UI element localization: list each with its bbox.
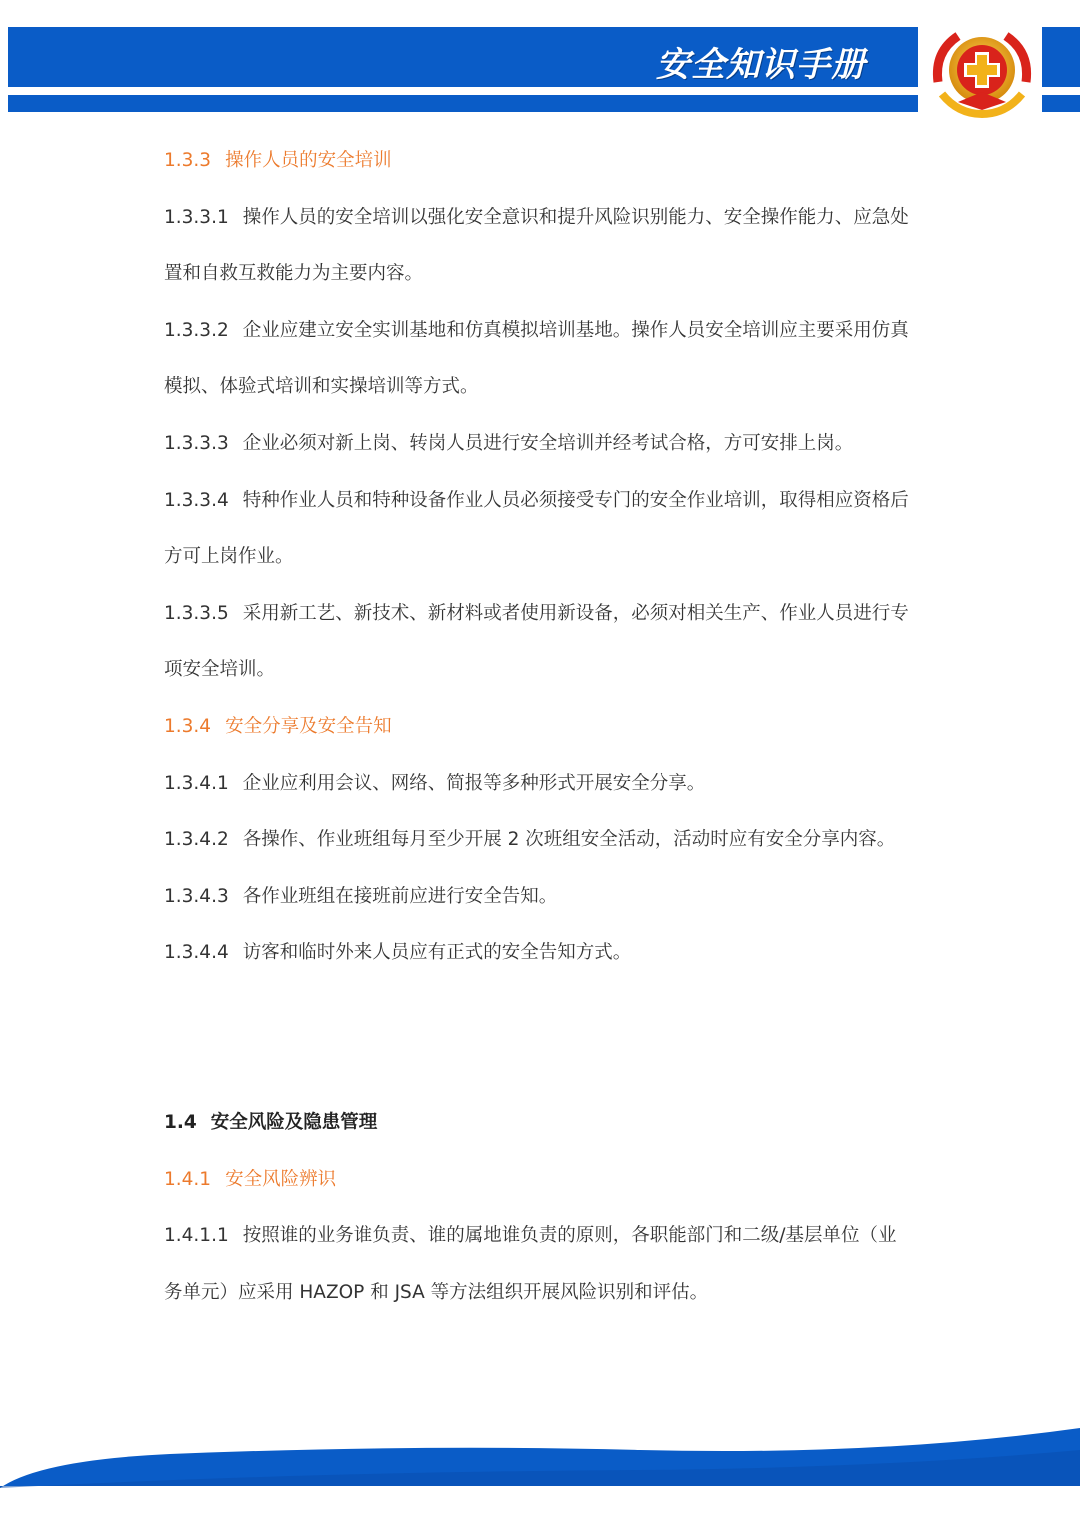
section-spacer: [164, 982, 924, 1095]
paragraph-1-3-3-5: 1.3.3.5 采用新工艺、新技术、新材料或者使用新设备，必须对相关生产、作业人员进行专: [164, 602, 909, 624]
section-heading-1-3-4: 1.3.4 安全分享及安全告知: [164, 715, 392, 737]
header-right-bar: [1042, 27, 1080, 87]
header-stripe: [8, 95, 918, 112]
document-body: [164, 133, 924, 1321]
paragraph-1-3-3-1-cont: 置和自救互救能力为主要内容。: [164, 263, 424, 285]
paragraph-1-3-3-5-cont: 项安全培训。: [164, 659, 276, 681]
paragraph-1-4-1-1: 1.4.1.1 按照谁的业务谁负责、谁的属地谁负责的原则，各职能部门和二级/基层单位（业: [164, 1225, 897, 1247]
chapter-heading-1-4: 1.4 安全风险及隐患管理: [164, 1111, 378, 1133]
paragraph-1-3-4-1: 1.3.4.1 企业应利用会议、网络、简报等多种形式开展安全分享。: [164, 772, 706, 794]
paragraph-1-3-4-2: 1.3.4.2 各操作、作业班组每月至少开展 2 次班组安全活动，活动时应有安全分享内容。: [164, 829, 896, 851]
section-heading-1-4-1: 1.4.1 安全风险辨识: [164, 1168, 337, 1190]
header-title: 安全知识手册: [656, 45, 866, 85]
header-right-stripe: [1042, 95, 1080, 112]
paragraph-1-3-3-4-cont: 方可上岗作业。: [164, 546, 294, 568]
paragraph-1-3-3-2: 1.3.3.2 企业应建立安全实训基地和仿真模拟培训基地。操作人员安全培训应主要采用仿真: [164, 319, 909, 341]
paragraph-1-3-3-3: 1.3.3.3 企业必须对新上岗、转岗人员进行安全培训并经考试合格，方可安排上岗。: [164, 432, 854, 454]
paragraph-1-3-4-4: 1.3.4.4 访客和临时外来人员应有正式的安全告知方式。: [164, 942, 632, 964]
header-banner: [8, 27, 918, 87]
paragraph-1-4-1-1-cont: 务单元）应采用 HAZOP 和 JSA 等方法组织开展风险识别和评估。: [164, 1281, 709, 1303]
section-heading-1-3-3: 1.3.3 操作人员的安全培训: [164, 150, 392, 171]
paragraph-1-3-3-2-cont: 模拟、体验式培训和实操培训等方式。: [164, 376, 479, 398]
paragraph-1-3-4-3: 1.3.4.3 各作业班组在接班前应进行安全告知。: [164, 885, 558, 907]
footer-wave: [0, 1410, 1080, 1527]
paragraph-1-3-3-1: 1.3.3.1 操作人员的安全培训以强化安全意识和提升风险识别能力、安全操作能力、应急处: [164, 206, 909, 228]
paragraph-1-3-3-4: 1.3.3.4 特种作业人员和特种设备作业人员必须接受专门的安全作业培训，取得相应资格后: [164, 489, 909, 511]
safety-emblem-icon: [928, 22, 1036, 118]
